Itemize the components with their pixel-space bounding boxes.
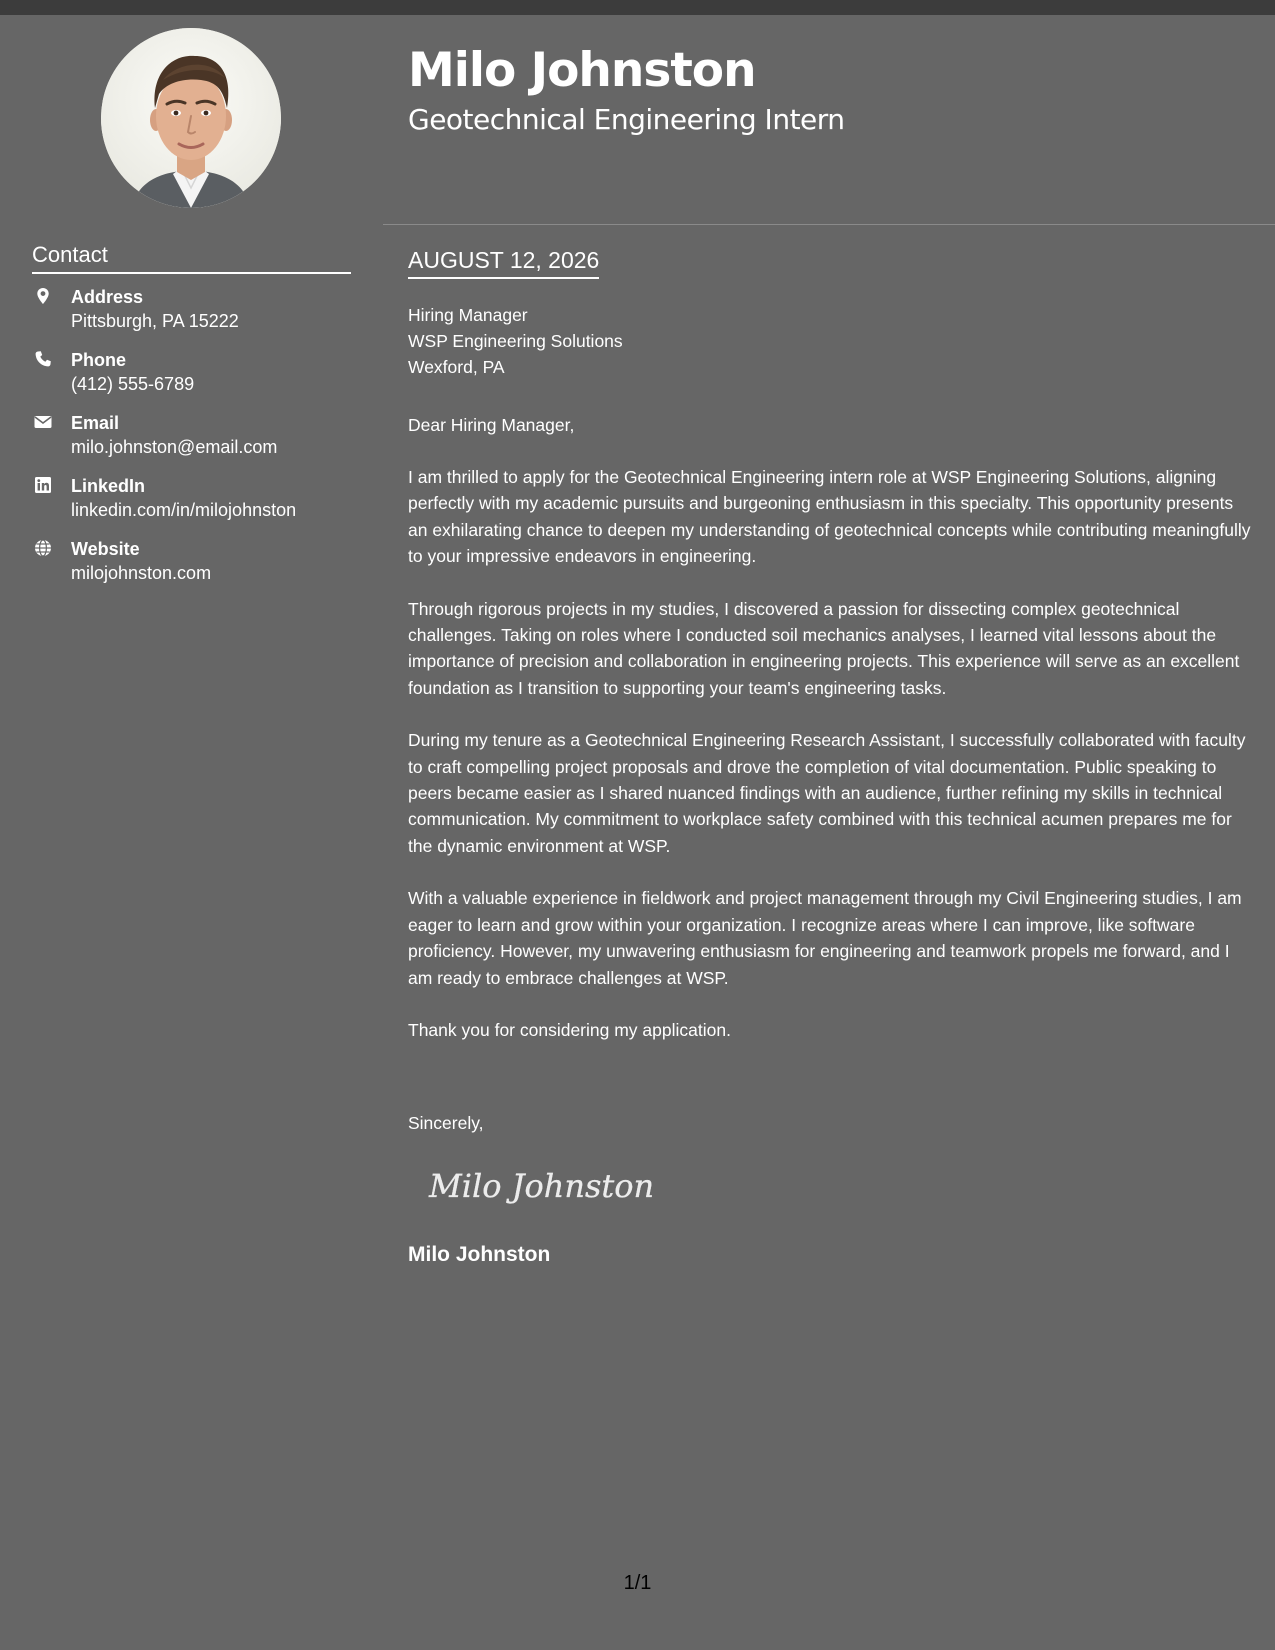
handwritten-signature xyxy=(425,1155,685,1215)
letter-paragraph: With a valuable experience in fieldwork and project management through my Civil Engineering studies, I am eager to learn and grow within your organization. I recognize areas where I can improve, like software proficiency. However, my unwavering enthusiasm for engineering and teamwork propels me forward, and I am ready to embrace challenges at WSP. xyxy=(408,888,1242,988)
linkedin-icon xyxy=(34,476,52,494)
contact-label: Phone xyxy=(71,350,127,370)
recipient-line: Hiring Manager xyxy=(408,305,528,325)
letter-body xyxy=(408,464,1253,1069)
map-pin-icon xyxy=(34,287,52,305)
recipient-line: WSP Engineering Solutions xyxy=(408,331,623,351)
contact-value: milojohnston.com xyxy=(71,563,212,583)
header-divider xyxy=(383,224,1275,225)
signer-name: Milo Johnston xyxy=(408,1243,551,1266)
contact-item-linkedin xyxy=(32,474,362,537)
contact-value: Pittsburgh, PA 15222 xyxy=(71,311,239,331)
contact-value: linkedin.com/in/milojohnston xyxy=(71,500,297,520)
contact-item-address xyxy=(32,285,362,348)
letter-date: AUGUST 12, 2026 xyxy=(408,245,599,279)
contact-label: Website xyxy=(71,539,140,559)
contact-label: LinkedIn xyxy=(71,476,146,496)
phone-icon xyxy=(34,350,52,368)
signature-text: Milo Johnston xyxy=(429,1167,655,1205)
recipient-line: Wexford, PA xyxy=(408,357,505,377)
globe-icon xyxy=(34,539,52,557)
cover-letter-page xyxy=(0,15,1275,1650)
contact-item-phone xyxy=(32,348,362,411)
recipient-block xyxy=(408,302,623,380)
contact-item-website xyxy=(32,537,362,600)
letter-paragraph: Thank you for considering my application. xyxy=(408,1019,731,1040)
salutation: Dear Hiring Manager, xyxy=(408,415,575,435)
letter-paragraph: Through rigorous projects in my studies, I discovered a passion for dissecting complex geotechnical challenges. Taking on roles where I conducted soil mechanics analyses, I learned vital lessons about the importance of precision and collaboration in engineering projects. This experience will serve as an excellent foundation as I transition to supporting your team's engineering tasks. xyxy=(408,598,1240,698)
contact-label: Address xyxy=(71,287,144,307)
contact-heading: Contact xyxy=(32,241,351,274)
top-bar xyxy=(0,0,1275,15)
contact-list xyxy=(32,285,362,600)
closing: Sincerely, xyxy=(408,1113,484,1133)
candidate-job-title: Geotechnical Engineering Intern xyxy=(408,103,845,136)
profile-photo xyxy=(101,28,281,208)
contact-label: Email xyxy=(71,413,120,433)
envelope-icon xyxy=(34,413,52,431)
letter-paragraph: During my tenure as a Geotechnical Engineering Research Assistant, I successfully collaborated with faculty to craft compelling project proposals and drove the completion of vital documentation. Public speaking to peers became easier as I shared nuanced findings with an audience, further refining my skills in technical communication. My commitment to workplace safety combined with this technical acumen prepares me for the dynamic environment at WSP. xyxy=(408,730,1246,856)
candidate-name: Milo Johnston xyxy=(408,43,756,98)
page-number: 1/1 xyxy=(623,1572,652,1594)
contact-item-email xyxy=(32,411,362,474)
contact-value: (412) 555-6789 xyxy=(71,374,195,394)
letter-paragraph: I am thrilled to apply for the Geotechnical Engineering intern role at WSP Engineering Solutions, aligning perfectly with my academic pursuits and burgeoning enthusiasm in this specialty. This opportunity presents an exhilarating chance to deepen my understanding of geotechnical concepts while contributing meaningfully to your impressive endeavors in engineering. xyxy=(408,467,1251,567)
contact-value: milo.johnston@email.com xyxy=(71,437,278,457)
